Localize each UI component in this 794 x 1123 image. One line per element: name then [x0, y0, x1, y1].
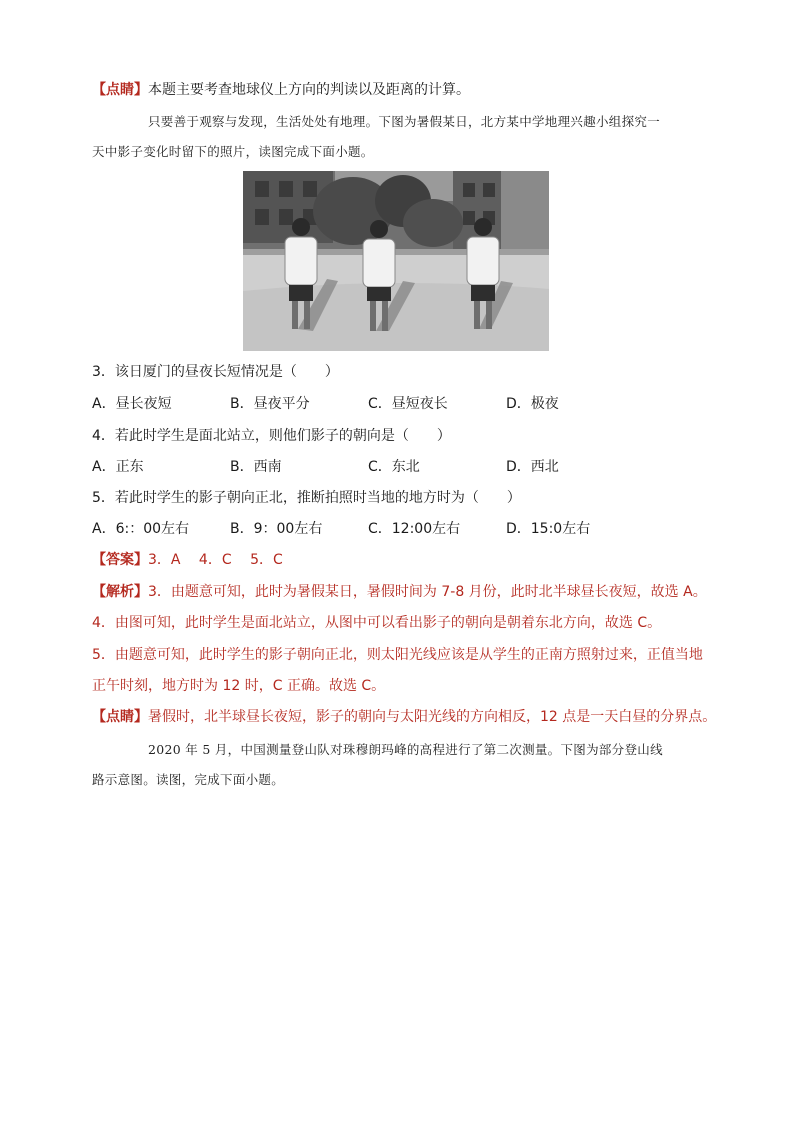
tips-label: 【点睛】 — [92, 82, 148, 98]
tips-label-2: 【点睛】 — [92, 709, 148, 725]
analysis-label: 【解析】 — [92, 584, 148, 600]
analysis-line-2: 4．由图可知，此时学生是面北站立，从图中可以看出影子的朝向是朝着东北方向，故选 C。 — [92, 615, 662, 631]
answer-text: 3．A 4．C 5．C — [148, 552, 283, 568]
tips-paragraph-1 — [92, 80, 470, 100]
q5-option-d: D．15:0左右 — [506, 521, 591, 537]
intro2-line-1: 2020 年 5 月，中国测量登山队对珠穆朗玛峰的高程进行了第二次测量。下图为部分登山线 — [148, 742, 663, 757]
q5-option-a: A．6:：00左右 — [92, 521, 190, 537]
q5-option-c: C．12:00左右 — [368, 521, 461, 537]
tips-paragraph-2 — [92, 707, 716, 727]
students-shadow-photo — [243, 171, 549, 351]
q4-option-b: B．西南 — [230, 459, 282, 475]
q3-option-a: A．昼长夜短 — [92, 396, 172, 412]
question-4-stem: 4．若此时学生是面北站立，则他们影子的朝向是（ ） — [92, 428, 451, 444]
tips-text: 本题主要考查地球仪上方向的判读以及距离的计算。 — [148, 82, 470, 98]
analysis-line-3: 5．由题意可知，此时学生的影子朝向正北，则太阳光线应该是从学生的正南方照射过来，正值当地 — [92, 647, 703, 663]
analysis-line-4: 正午时刻，地方时为 12 时，C 正确。故选 C。 — [92, 678, 386, 694]
question-3-stem: 3．该日厦门的昼夜长短情况是（ ） — [92, 364, 339, 380]
q3-option-d: D．极夜 — [506, 396, 559, 412]
tips-text-2: 暑假时，北半球昼长夜短，影子的朝向与太阳光线的方向相反，12 点是一天白昼的分界点。 — [148, 709, 717, 725]
analysis-line-1 — [92, 582, 707, 602]
answer-paragraph — [92, 550, 283, 570]
intro-line-1: 只要善于观察与发现，生活处处有地理。下图为暑假某日，北方某中学地理兴趣小组探究一 — [148, 114, 661, 129]
q5-option-b: B．9：00左右 — [230, 521, 323, 537]
answer-label: 【答案】 — [92, 552, 148, 568]
analysis-text-1: 3．由题意可知，此时为暑假某日，暑假时间为 7-8 月份，此时北半球昼长夜短，故选 A。 — [148, 584, 707, 600]
q4-option-a: A．正东 — [92, 459, 144, 475]
intro-line-2: 天中影子变化时留下的照片，读图完成下面小题。 — [92, 144, 374, 159]
q4-option-d: D．西北 — [506, 459, 559, 475]
q4-option-c: C．东北 — [368, 459, 420, 475]
q3-option-c: C．昼短夜长 — [368, 396, 448, 412]
q3-option-b: B．昼夜平分 — [230, 396, 310, 412]
intro2-line-2: 路示意图。读图，完成下面小题。 — [92, 772, 285, 787]
question-5-stem: 5．若此时学生的影子朝向正北，推断拍照时当地的地方时为（ ） — [92, 490, 521, 506]
